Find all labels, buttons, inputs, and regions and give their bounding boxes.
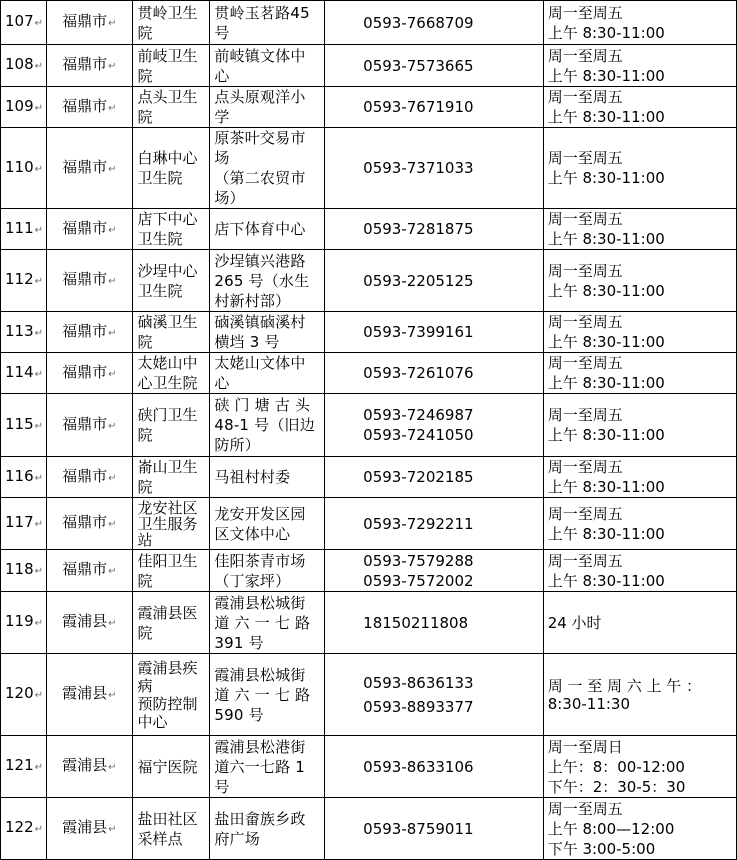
phone-cell: 0593-7579288 0593-7572002 [325,550,544,592]
table-row [1,45,737,87]
phone-cell: 0593-7671910 [325,87,544,128]
city-cell: 福鼎市↵ [47,312,132,353]
city-cell: 福鼎市↵ [47,353,132,394]
address-cell: 太姥山文体中 心 [210,353,325,394]
phone-cell: 0593-8759011 [325,798,544,860]
site-cell: 龙安社区 卫生服务 站 [132,498,210,550]
table-row [1,87,737,128]
phone-cell: 0593-7399161 [325,312,544,353]
site-cell: 霞浦县医 院 [132,592,210,654]
city-cell: 福鼎市↵ [47,1,132,45]
address-cell: 霞浦县松城街 道 六 一 七 路 391 号 [210,592,325,654]
site-cell: 硖门卫生 院 [132,394,210,457]
city-cell: 福鼎市↵ [47,457,132,498]
address-cell: 硖 门 塘 古 头 48-1 号（旧边 防所） [210,394,325,457]
hours-cell: 周一至周五 上午 8:30-11:00 [543,498,736,550]
city-cell: 福鼎市↵ [47,250,132,312]
site-cell: 嵛山卫生 院 [132,457,210,498]
table-row [1,312,737,353]
city-cell: 福鼎市↵ [47,87,132,128]
site-cell: 盐田社区 采样点 [132,798,210,860]
hours-cell: 周一至周五 上午 8:30-11:00 [543,128,736,209]
hours-cell: 周一至周五 上午 8:30-11:00 [543,209,736,250]
row-number: 116↵ [1,457,47,498]
row-number: 119↵ [1,592,47,654]
address-cell: 沙埕镇兴港路 265 号（水生 村新村部） [210,250,325,312]
table-row [1,1,737,45]
city-cell: 福鼎市↵ [47,550,132,592]
phone-cell: 0593-7668709 [325,1,544,45]
row-number: 121↵ [1,736,47,798]
address-cell: 硵溪镇硵溪村 横垱 3 号 [210,312,325,353]
city-cell: 福鼎市↵ [47,45,132,87]
city-cell: 霞浦县↵ [47,592,132,654]
hours-cell: 周一至周五 上午 8:30-11:00 [543,457,736,498]
address-cell: 店下体育中心 [210,209,325,250]
hours-cell: 周一至周五 上午 8:30-11:00 [543,87,736,128]
city-cell: 霞浦县↵ [47,654,132,736]
site-cell: 前岐卫生 院 [132,45,210,87]
city-cell: 福鼎市↵ [47,394,132,457]
row-number: 113↵ [1,312,47,353]
phone-cell: 0593-7202185 [325,457,544,498]
hours-cell: 周一至周五 上午 8:30-11:00 [543,45,736,87]
phone-cell: 0593-2205125 [325,250,544,312]
row-number: 117↵ [1,498,47,550]
address-cell: 马祖村村委 [210,457,325,498]
address-cell: 佳阳茶青市场 （丁家坪） [210,550,325,592]
hours-cell: 周一至周五 上午 8:00—12:00 下午 3:00-5:00 [543,798,736,860]
table-row [1,128,737,209]
site-cell: 点头卫生 院 [132,87,210,128]
table-row [1,798,737,860]
row-number: 112↵ [1,250,47,312]
hours-cell: 周一至周五 上午 8:30-11:00 [543,394,736,457]
phone-cell: 0593-8633106 [325,736,544,798]
site-cell: 店下中心 卫生院 [132,209,210,250]
hours-cell: 24 小时 [543,592,736,654]
table-body [1,1,737,860]
site-cell: 太姥山中 心卫生院 [132,353,210,394]
row-number: 114↵ [1,353,47,394]
site-cell: 沙埕中心 卫生院 [132,250,210,312]
row-number: 107↵ [1,1,47,45]
hours-cell: 周一至周五 上午 8:30-11:00 [543,312,736,353]
table-row [1,498,737,550]
row-number: 108↵ [1,45,47,87]
address-cell: 前岐镇文体中 心 [210,45,325,87]
table-row [1,736,737,798]
address-cell: 霞浦县松城街 道 六 一 七 路 590 号 [210,654,325,736]
hours-cell: 周一至周五 上午 8:30-11:00 [543,1,736,45]
site-cell: 贯岭卫生 院 [132,1,210,45]
row-number: 110↵ [1,128,47,209]
city-cell: 福鼎市↵ [47,498,132,550]
site-cell: 白琳中心 卫生院 [132,128,210,209]
row-number: 109↵ [1,87,47,128]
hours-cell: 周一至周五 上午 8:30-11:00 [543,550,736,592]
table-row [1,550,737,592]
site-cell: 福宁医院 [132,736,210,798]
address-cell: 点头原观洋小 学 [210,87,325,128]
address-cell: 龙安开发区园 区文体中心 [210,498,325,550]
address-cell: 贯岭玉茗路45 号 [210,1,325,45]
hours-cell: 周一至周五 上午 8:30-11:00 [543,250,736,312]
row-number: 118↵ [1,550,47,592]
phone-cell: 0593-7246987 0593-7241050 [325,394,544,457]
city-cell: 福鼎市↵ [47,128,132,209]
phone-cell: 0593-8636133 0593-8893377 [325,654,544,736]
address-cell: 盐田畲族乡政 府广场 [210,798,325,860]
table-row [1,353,737,394]
row-number: 115↵ [1,394,47,457]
table-row [1,209,737,250]
phone-cell: 0593-7261076 [325,353,544,394]
table-row [1,654,737,736]
row-number: 122↵ [1,798,47,860]
hours-cell: 周一至周日 上午：8：00-12:00 下午：2：30-5：30 [543,736,736,798]
address-cell: 霞浦县松港街 道六一七路 1 号 [210,736,325,798]
hours-cell: 周 一 至 周 六 上 午 ： 8:30-11:30 [543,654,736,736]
phone-cell: 0593-7292211 [325,498,544,550]
site-cell: 霞浦县疾 病 预防控制 中心 [132,654,210,736]
table-row [1,250,737,312]
site-cell: 佳阳卫生 院 [132,550,210,592]
city-cell: 霞浦县↵ [47,736,132,798]
row-number: 120↵ [1,654,47,736]
table-row [1,394,737,457]
hours-cell: 周一至周五 上午 8:30-11:00 [543,353,736,394]
site-cell: 硵溪卫生 院 [132,312,210,353]
city-cell: 霞浦县↵ [47,798,132,860]
phone-cell: 0593-7281875 [325,209,544,250]
table-row [1,592,737,654]
address-cell: 原茶叶交易市 场 （第二农贸市 场） [210,128,325,209]
phone-cell: 0593-7573665 [325,45,544,87]
row-number: 111↵ [1,209,47,250]
phone-cell: 0593-7371033 [325,128,544,209]
table-row [1,457,737,498]
phone-cell: 18150211808 [325,592,544,654]
city-cell: 福鼎市↵ [47,209,132,250]
